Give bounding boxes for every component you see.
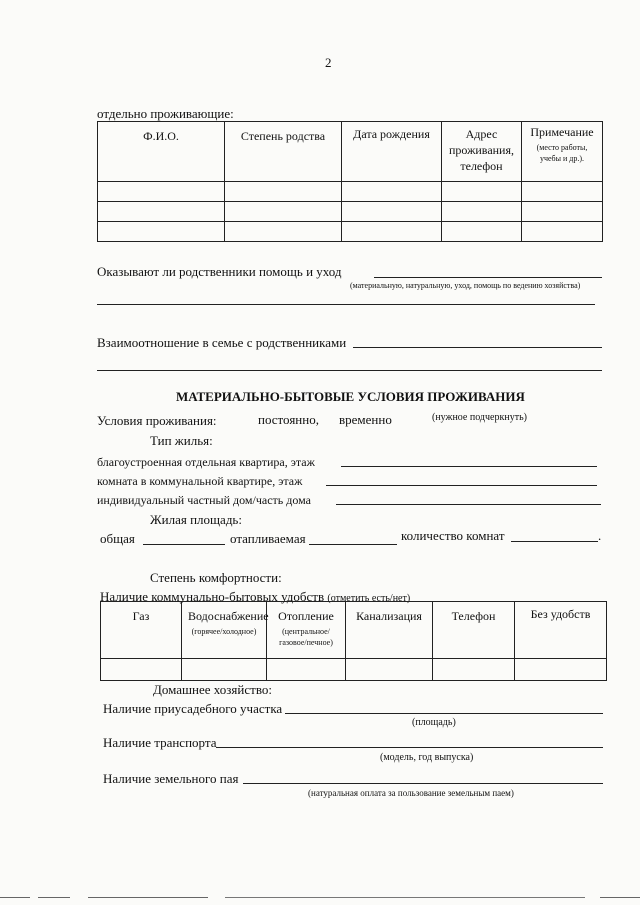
- header-birth: Дата рождения: [342, 122, 442, 182]
- cell[interactable]: [342, 202, 442, 222]
- private-house-label: индивидуальный частный дом/часть дома: [97, 493, 311, 507]
- rooms-field[interactable]: [511, 541, 598, 542]
- communal-label: комната в коммунальной квартире, этаж: [97, 474, 303, 488]
- help-field-line2[interactable]: [97, 304, 595, 305]
- household-label: Домашнее хозяйство:: [153, 682, 272, 697]
- cell[interactable]: [522, 182, 603, 202]
- cell[interactable]: [225, 222, 342, 242]
- heated-area-label: отапливаемая: [230, 531, 306, 546]
- header-fio: Ф.И.О.: [98, 122, 225, 182]
- help-label: Оказывают ли родственники помощь и уход: [97, 264, 342, 279]
- apartment-label: благоустроенная отдельная квартира, этаж: [97, 455, 315, 469]
- header-none: Без удобств: [515, 602, 607, 659]
- cell[interactable]: [225, 182, 342, 202]
- help-hint: (материальную, натуральную, уход, помощь по ведению хозяйства): [350, 281, 581, 290]
- rooms-end: .: [598, 528, 602, 543]
- land-hint: (натуральная оплата за пользование земельным паем): [308, 788, 514, 798]
- header-phone: Телефон: [433, 602, 515, 659]
- cell[interactable]: [442, 202, 522, 222]
- header-water: Водоснабжение (горячее/холодное): [182, 602, 267, 659]
- private-house-field[interactable]: [336, 504, 601, 505]
- header-sewer: Канализация: [346, 602, 433, 659]
- help-field[interactable]: [374, 277, 602, 278]
- relations-field[interactable]: [353, 347, 602, 348]
- land-field[interactable]: [243, 783, 603, 784]
- header-heating: Отопление (центральное/газовое/печное): [267, 602, 346, 659]
- plot-label: Наличие приусадебного участка: [103, 701, 283, 716]
- table-row: [101, 659, 607, 681]
- housing-type-label: Тип жилья:: [150, 433, 213, 448]
- utilities-hint: (отметить есть/нет): [327, 593, 411, 604]
- total-area-label: общая: [100, 531, 135, 546]
- header-note: Примечание (место работы, учебы и др.).: [522, 122, 603, 182]
- utilities-label-text: Наличие коммунально-бытовых удобств: [100, 589, 325, 604]
- relations-label: Взаимоотношение в семье с родственниками: [97, 335, 347, 350]
- total-area-field[interactable]: [143, 544, 225, 545]
- cell[interactable]: [522, 202, 603, 222]
- apartment-floor-field[interactable]: [341, 466, 597, 467]
- utilities-header-row: [101, 602, 607, 659]
- living-area-label: Жилая площадь:: [150, 512, 242, 527]
- plot-hint: (площадь): [412, 717, 456, 728]
- cell[interactable]: [442, 182, 522, 202]
- cell[interactable]: [98, 182, 225, 202]
- transport-label: Наличие транспорта: [103, 735, 217, 750]
- cell[interactable]: [98, 202, 225, 222]
- cell[interactable]: [225, 202, 342, 222]
- relatives-table: [97, 121, 603, 242]
- communal-floor-field[interactable]: [326, 485, 597, 486]
- header-address: Адрес проживания, телефон: [442, 122, 522, 182]
- transport-field[interactable]: [216, 747, 603, 748]
- relatives-intro: отдельно проживающие:: [97, 106, 234, 121]
- relatives-header-row: [98, 122, 603, 182]
- option-permanent[interactable]: постоянно,: [258, 412, 319, 427]
- plot-field[interactable]: [285, 713, 603, 714]
- relations-field-line2[interactable]: [97, 370, 602, 371]
- table-row: [98, 222, 603, 242]
- bottom-artifact-line: [38, 897, 70, 898]
- transport-hint: (модель, год выпуска): [380, 752, 474, 763]
- cell[interactable]: [442, 222, 522, 242]
- header-gas: Газ: [101, 602, 182, 659]
- cell[interactable]: [267, 659, 346, 681]
- land-label: Наличие земельного пая: [103, 771, 239, 786]
- cell[interactable]: [342, 222, 442, 242]
- bottom-artifact-line: [88, 897, 208, 898]
- section-title: МАТЕРИАЛЬНО-БЫТОВЫЕ УСЛОВИЯ ПРОЖИВАНИЯ: [176, 389, 525, 404]
- utilities-table: [100, 601, 607, 681]
- cell[interactable]: [182, 659, 267, 681]
- page-number: 2: [325, 55, 332, 70]
- table-row: [98, 182, 603, 202]
- option-temporary[interactable]: временно: [339, 412, 392, 427]
- heated-area-field[interactable]: [309, 544, 397, 545]
- underline-hint: (нужное подчеркнуть): [432, 412, 527, 423]
- comfort-degree-label: Степень комфортности:: [150, 570, 282, 585]
- rooms-label: количество комнат: [401, 528, 505, 543]
- conditions-label: Условия проживания:: [97, 413, 217, 428]
- cell[interactable]: [522, 222, 603, 242]
- cell[interactable]: [98, 222, 225, 242]
- table-row: [98, 202, 603, 222]
- bottom-artifact-line: [600, 897, 640, 898]
- bottom-artifact-line: [0, 897, 30, 898]
- cell[interactable]: [101, 659, 182, 681]
- header-relation: Степень родства: [225, 122, 342, 182]
- bottom-artifact-line: [225, 897, 585, 898]
- cell[interactable]: [342, 182, 442, 202]
- cell[interactable]: [515, 659, 607, 681]
- cell[interactable]: [433, 659, 515, 681]
- cell[interactable]: [346, 659, 433, 681]
